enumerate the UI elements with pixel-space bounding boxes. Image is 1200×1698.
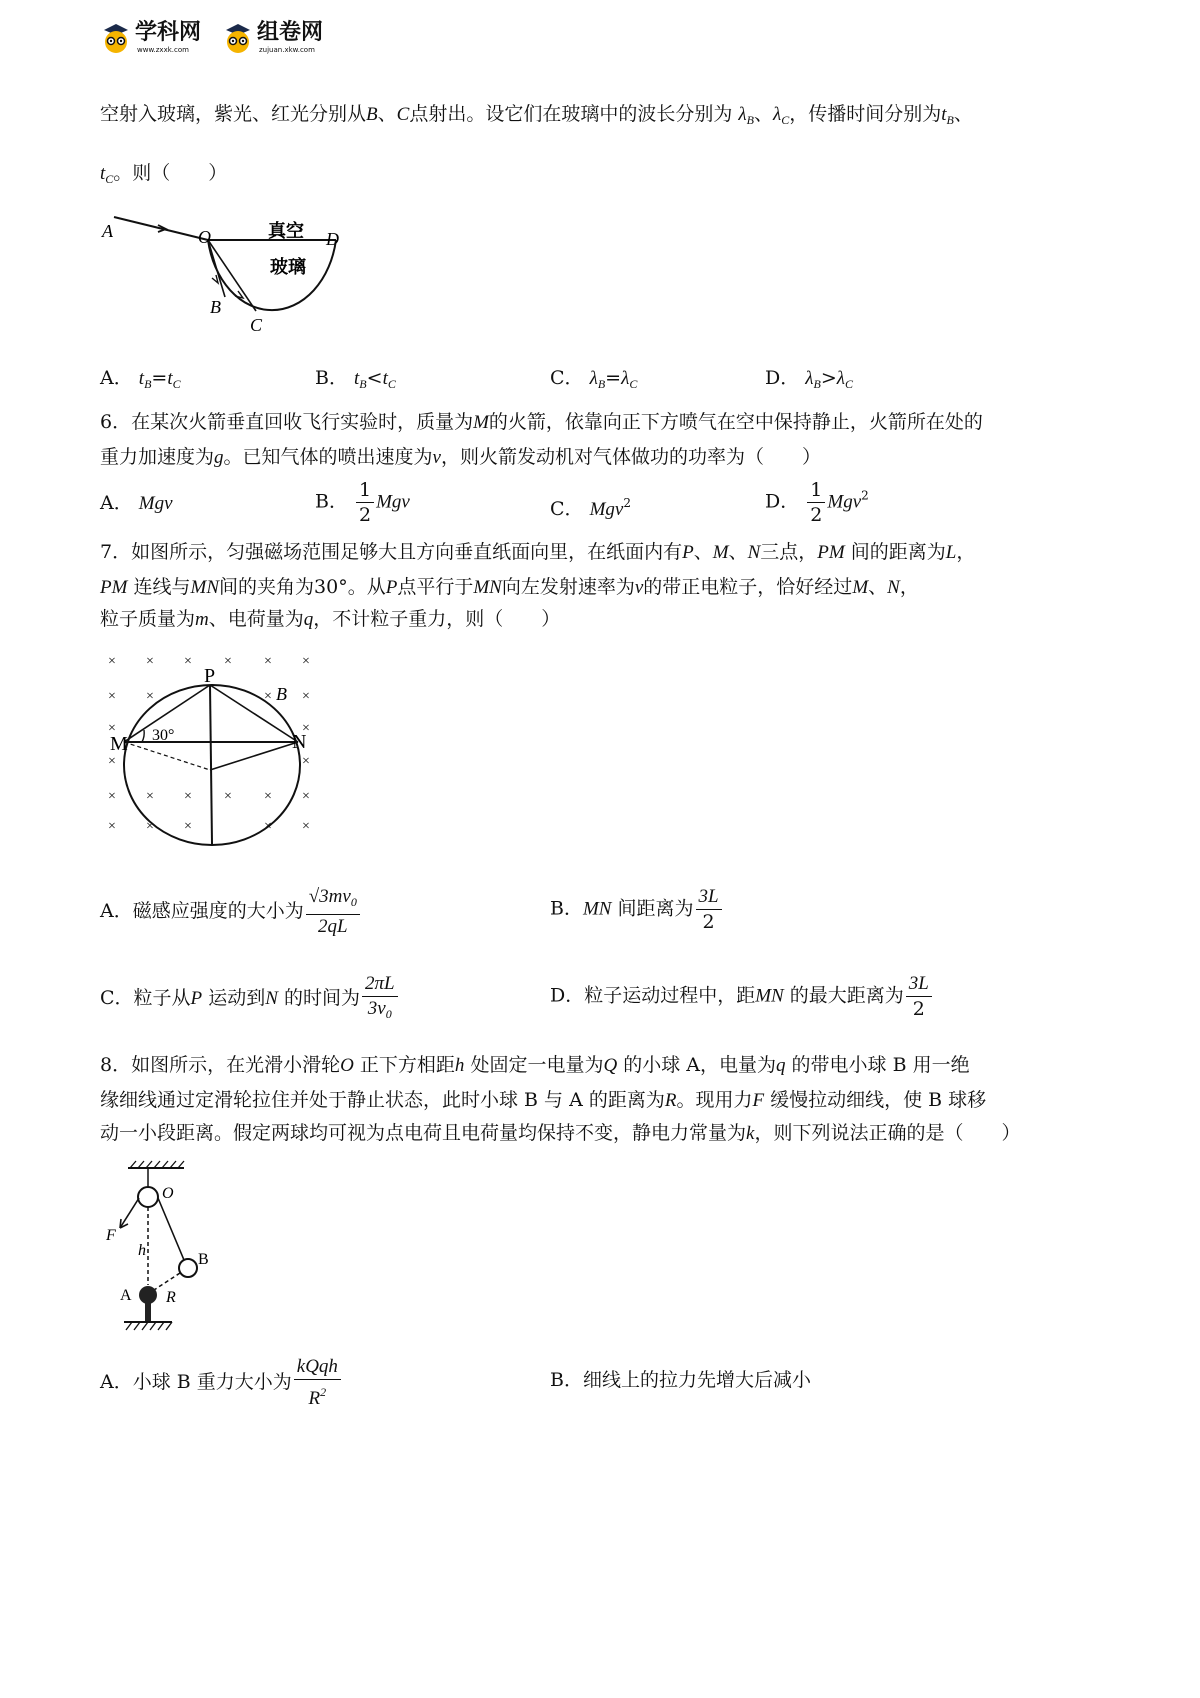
q6-line-2: 重力加速度为g。已知气体的喷出速度为v，则火箭发动机对气体做功的功率为（ ） <box>100 446 821 468</box>
svg-text:×: × <box>264 689 272 704</box>
logo-zujuan-url: zujuan.xkw.com <box>259 46 315 54</box>
q5-line-2: $t_C$。则（ ） <box>100 162 228 186</box>
q8-fig-label-F: F <box>106 1227 116 1244</box>
svg-text:×: × <box>264 819 272 834</box>
svg-text:×: × <box>302 789 310 804</box>
q7-magnetic-field-figure <box>100 650 330 850</box>
q5-option-d[interactable]: D． $\lambda_B>\lambda_C$ <box>765 367 854 391</box>
svg-text:×: × <box>184 654 192 669</box>
logo-xkw-url: www.zxxk.com <box>137 46 189 54</box>
svg-text:×: × <box>224 654 232 669</box>
q7-option-b[interactable]: B．MN 间距离为 $\frac{3L}{2}$ <box>550 885 724 934</box>
svg-text:×: × <box>146 789 154 804</box>
svg-text:×: × <box>302 721 310 736</box>
svg-text:×: × <box>108 721 116 736</box>
svg-text:×: × <box>108 789 116 804</box>
svg-text:×: × <box>108 819 116 834</box>
svg-text:×: × <box>224 789 232 804</box>
q8-line-2: 缘细线通过定滑轮拉住并处于静止状态，此时小球 B 与 A 的距离为R。现用力F 缓慢拉动细线，使 B 球移 <box>100 1089 987 1111</box>
q5-fig-label-D: D <box>326 229 339 249</box>
q8-line-1: 8．如图所示，在光滑小滑轮O 正下方相距h 处固定一电量为Q 的小球 A，电量为q 的带电小球 B 用一绝 <box>100 1054 970 1076</box>
logo-zujuan-name: 组卷网 <box>257 20 324 45</box>
q7-fig-label-P: P <box>204 665 216 687</box>
logo-mascot-icon <box>100 20 132 54</box>
q6-option-d[interactable]: D． $\frac{1}{2}$ Mgv$^2$ <box>765 479 869 526</box>
q6-option-b[interactable]: B． $\frac{1}{2}$ Mgv <box>315 479 410 526</box>
q8-fig-label-R: R <box>166 1289 176 1306</box>
q8-fig-label-A: A <box>120 1287 132 1304</box>
q7-option-a[interactable]: A．磁感应强度的大小为 $\frac{√3mv_0}{2qL}$ <box>100 885 362 939</box>
q8-option-b[interactable]: B．细线上的拉力先增大后减小 <box>550 1369 811 1391</box>
q5-fig-label-B: B <box>210 297 221 317</box>
q7-line-3: 粒子质量为m、电荷量为q，不计粒子重力，则（ ） <box>100 608 561 630</box>
q7-fig-label-M: M <box>110 733 128 755</box>
q7-fig-label-B: B <box>276 684 287 704</box>
q7-fig-label-angle: 30° <box>152 727 175 744</box>
q5-option-b[interactable]: B． $t_B<t_C$ <box>315 367 396 391</box>
q8-pulley-figure <box>100 1160 230 1340</box>
header <box>100 20 360 60</box>
logo-xkw-name: 学科网 <box>135 20 202 45</box>
q5-fig-label-O: O <box>198 227 211 247</box>
q5-fig-label-glass: 玻璃 <box>270 257 306 277</box>
svg-text:×: × <box>108 654 116 669</box>
svg-text:×: × <box>184 819 192 834</box>
q6-option-c[interactable]: C． Mgv$^2$ <box>550 496 631 520</box>
svg-text:×: × <box>146 689 154 704</box>
svg-text:×: × <box>264 789 272 804</box>
q5-option-c[interactable]: C． $\lambda_B=\lambda_C$ <box>550 367 638 391</box>
q7-line-1: 7．如图所示，匀强磁场范围足够大且方向垂直纸面向里，在纸面内有P、M、N三点，PM 间的距离为L， <box>100 541 976 563</box>
q5-refraction-figure <box>98 205 358 345</box>
q6-line-1: 6．在某次火箭垂直回收飞行实验时，质量为M的火箭，依靠向正下方喷气在空中保持静止，火箭所在处的 <box>100 411 983 433</box>
q7-line-2: PM 连线与MN间的夹角为30°。从P点平行于MN向左发射速率为v的带正电粒子，恰好经过M、N， <box>100 576 919 598</box>
svg-text:×: × <box>108 689 116 704</box>
svg-text:×: × <box>302 754 310 769</box>
q8-fig-label-B: B <box>198 1251 209 1268</box>
q5-fig-label-A: A <box>102 221 113 241</box>
svg-text:×: × <box>184 789 192 804</box>
q7-fig-label-N: N <box>292 731 307 753</box>
svg-text:×: × <box>302 819 310 834</box>
q6-option-a[interactable]: A． Mgv <box>100 492 173 514</box>
q8-fig-label-O: O <box>162 1185 174 1202</box>
svg-text:×: × <box>302 689 310 704</box>
svg-text:×: × <box>108 754 116 769</box>
q5-fig-label-C: C <box>250 315 263 335</box>
q7-option-c[interactable]: C．粒子从P 运动到N 的时间为 $\frac{2\pi L}{3v_0}$ <box>100 972 400 1026</box>
q8-line-3: 动一小段距离。假定两球均可视为点电荷且电荷量均保持不变，静电力常量为k，则下列说法正确的是（ ） <box>100 1122 1021 1144</box>
q5-option-a[interactable]: A． $t_B=t_C$ <box>100 367 181 391</box>
q8-option-a[interactable]: A．小球 B 重力大小为 $\frac{\text{kQqh}}{R^2}$ <box>100 1355 343 1411</box>
svg-text:×: × <box>302 654 310 669</box>
svg-text:×: × <box>146 819 154 834</box>
q8-fig-label-h: h <box>138 1242 146 1259</box>
q5-fig-label-vacuum: 真空 <box>268 221 304 241</box>
svg-text:×: × <box>264 654 272 669</box>
svg-text:×: × <box>146 654 154 669</box>
q7-option-d[interactable]: D．粒子运动过程中，距MN 的最大距离为 $\frac{3L}{2}$ <box>550 972 934 1021</box>
q5-line-1: 空射入玻璃，紫光、红光分别从B、C点射出。设它们在玻璃中的波长分别为 $\lambda_B$、$\lambda_C$，传播时间分别为$t_B$、 <box>100 103 973 127</box>
logo-mascot-icon <box>222 20 254 54</box>
